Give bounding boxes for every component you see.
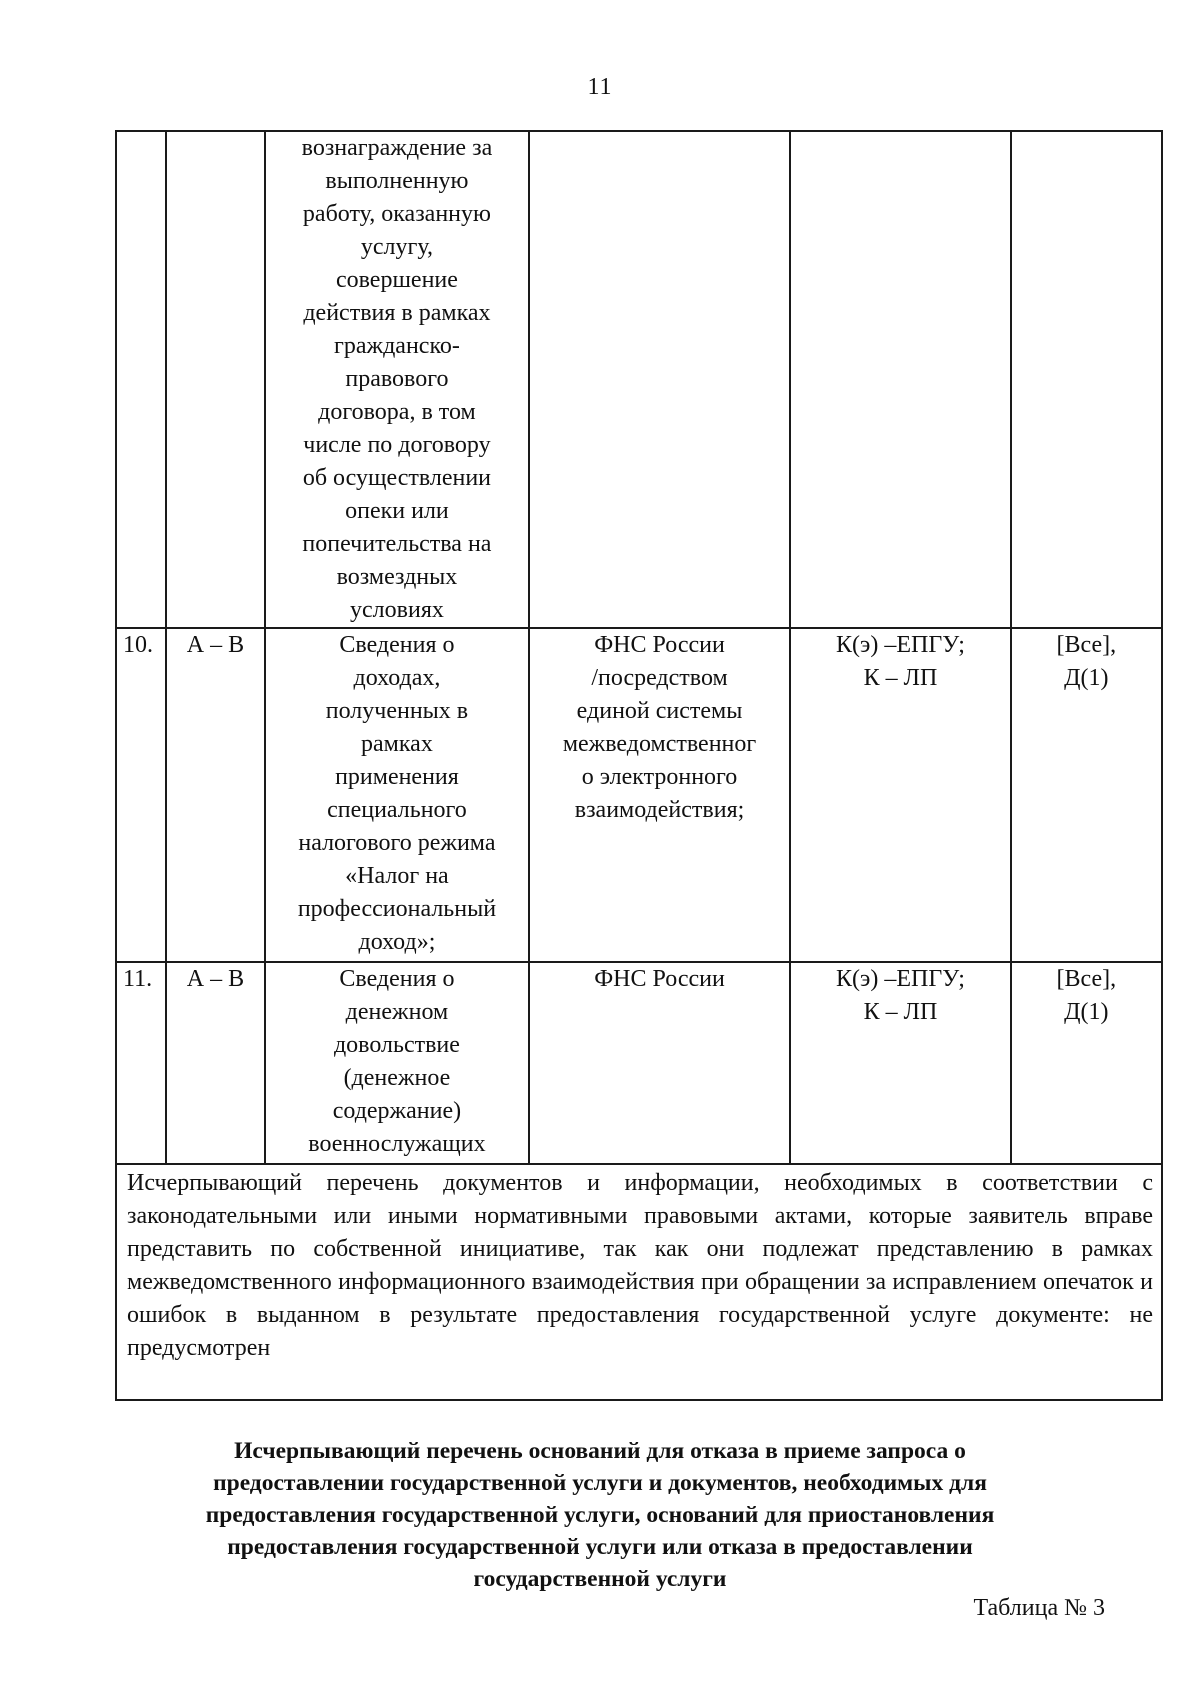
table-label: Таблица № 3 <box>973 1595 1105 1621</box>
page-number: 11 <box>587 74 613 100</box>
source-cell: ФНС России <box>529 962 791 1164</box>
category-cell: А – В <box>166 628 265 962</box>
document-name-cell: Сведения о доходах, полученных в рамках применения специального налогового режима «Налог на профессиональный доход»; <box>265 628 529 962</box>
document-name-cell: вознаграждение за выполненную работу, оказанную услугу, совершение действия в рамках гражданско- правового договора, в том числе по договору об осуществлении опеки или попечительства на возмездных условиях <box>265 131 529 628</box>
section-heading: Исчерпывающий перечень оснований для отказа в приеме запроса о предоставлении государственной услуги и документов, необходимых для предоставления государственной услуги, оснований для приостановления предоставления государственной услуги или отказа в предоставлении государственной услуги <box>205 1438 995 1592</box>
source-cell: ФНС России /посредством единой системы межведомственног о электронного взаимодействия; <box>529 628 791 962</box>
table-note-row <box>116 1164 1162 1400</box>
row-number-cell: 10. <box>116 628 166 962</box>
applicability-cell: [Все], Д(1) <box>1011 962 1162 1164</box>
method-cell: К(э) –ЕПГУ; К – ЛП <box>790 962 1010 1164</box>
applicability-cell <box>1011 131 1162 628</box>
table-note: Исчерпывающий перечень документов и информации, необходимых в соответствии с законодательными или иными нормативными правовыми актами, которые заявитель вправе представить по собственной инициативе, так как они подлежат представлению в рамках межведомственного информационного взаимодействия при обращении за исправлением опечаток и ошибок в выданном в результате предоставления государственной услуге документе: не предусмотрен <box>116 1164 1162 1400</box>
table-row <box>116 628 1162 962</box>
document-name-cell: Сведения о денежном довольствие (денежное содержание) военнослужащих <box>265 962 529 1164</box>
method-cell: К(э) –ЕПГУ; К – ЛП <box>790 628 1010 962</box>
documents-table <box>115 130 1163 1401</box>
category-cell: А – В <box>166 962 265 1164</box>
category-cell <box>166 131 265 628</box>
row-number-cell <box>116 131 166 628</box>
table-row <box>116 962 1162 1164</box>
row-number-cell: 11. <box>116 962 166 1164</box>
source-cell <box>529 131 791 628</box>
applicability-cell: [Все], Д(1) <box>1011 628 1162 962</box>
table-row <box>116 131 1162 628</box>
method-cell <box>790 131 1010 628</box>
